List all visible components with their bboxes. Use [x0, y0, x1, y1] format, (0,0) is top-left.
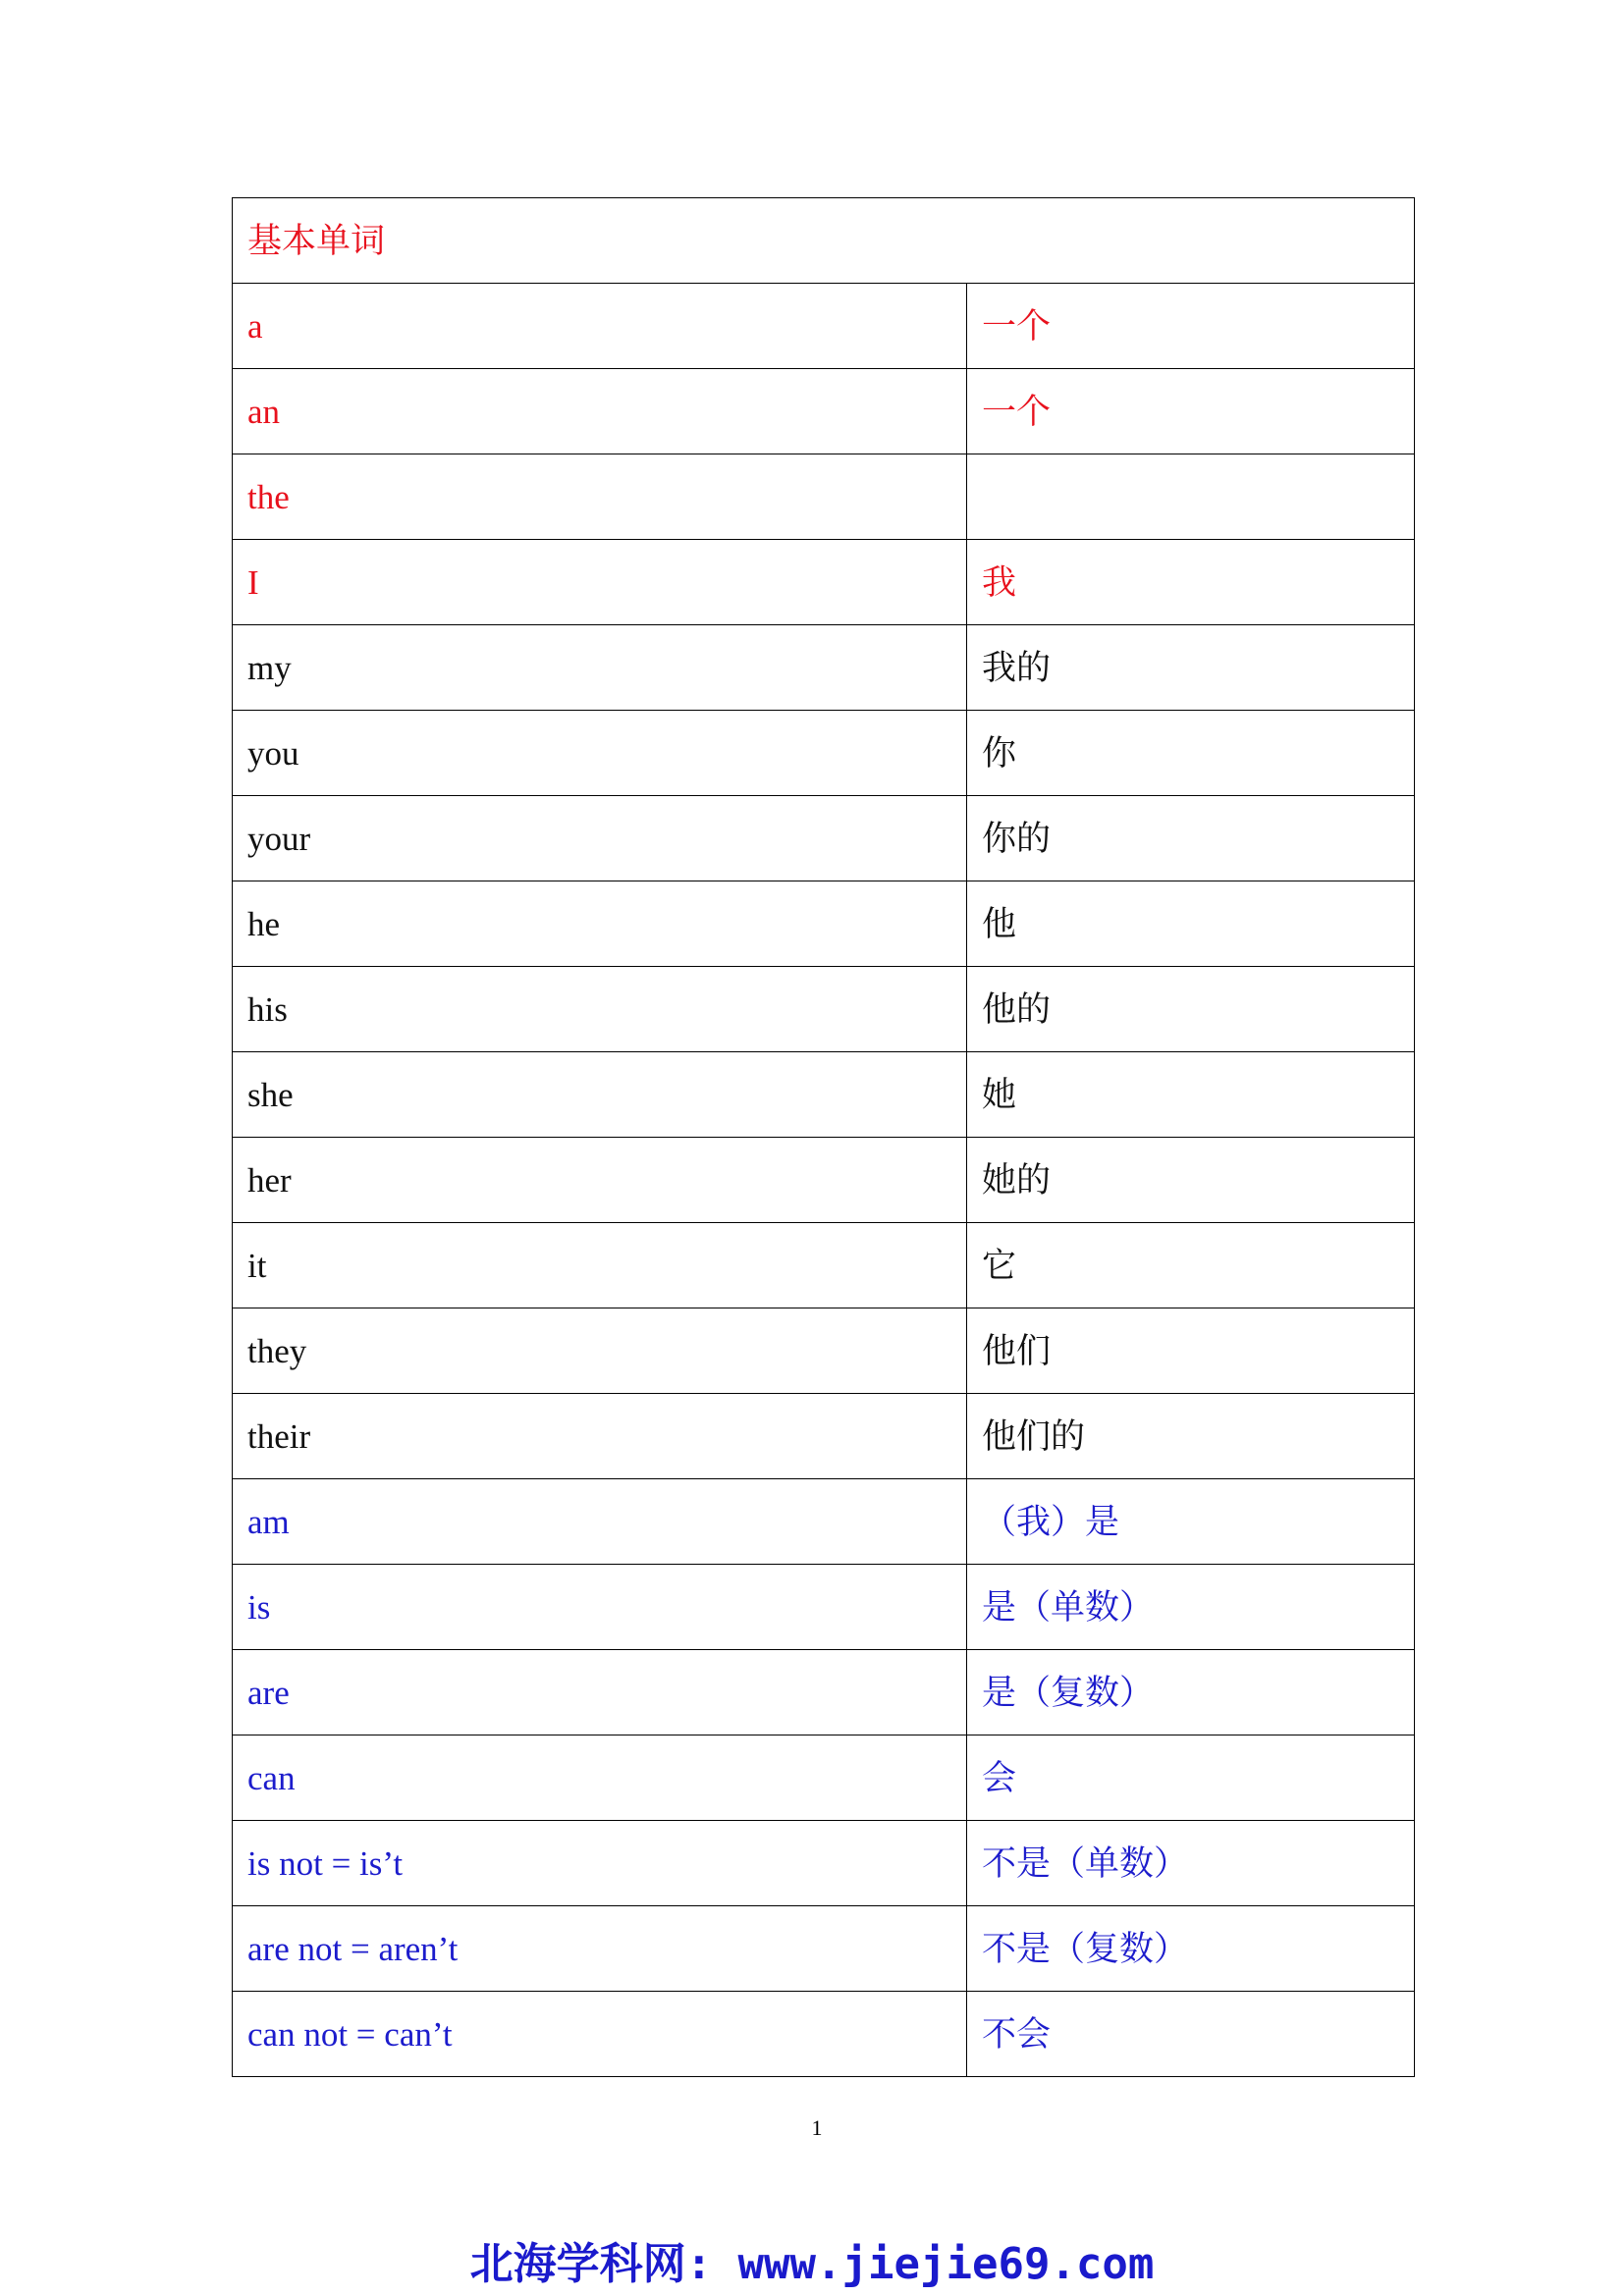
chinese-meaning: 她	[967, 1052, 1415, 1138]
english-word: is	[233, 1565, 967, 1650]
english-word: is not = is’t	[233, 1821, 967, 1906]
english-word: he	[233, 881, 967, 967]
chinese-meaning: 你的	[967, 796, 1415, 881]
table-row	[233, 1479, 1415, 1565]
english-word: their	[233, 1394, 967, 1479]
page-number: 1	[811, 2115, 823, 2140]
table-header-row	[233, 198, 1415, 284]
table-row	[233, 284, 1415, 369]
table-row	[233, 1223, 1415, 1308]
chinese-meaning: 它	[967, 1223, 1415, 1308]
english-word: you	[233, 711, 967, 796]
english-word: are	[233, 1650, 967, 1735]
english-word: it	[233, 1223, 967, 1308]
table-row	[233, 881, 1415, 967]
english-word: can not = can’t	[233, 1992, 967, 2077]
chinese-meaning: 他	[967, 881, 1415, 967]
chinese-meaning: 会	[967, 1735, 1415, 1821]
table-row	[233, 1394, 1415, 1479]
table-row	[233, 796, 1415, 881]
english-word: a	[233, 284, 967, 369]
chinese-meaning: 不会	[967, 1992, 1415, 2077]
english-word: she	[233, 1052, 967, 1138]
table-row	[233, 540, 1415, 625]
table-row	[233, 1906, 1415, 1992]
chinese-meaning	[967, 454, 1415, 540]
chinese-meaning: 一个	[967, 369, 1415, 454]
english-word: my	[233, 625, 967, 711]
english-word: his	[233, 967, 967, 1052]
footer-watermark: 北海学科网: www.jiejie69.com	[469, 2239, 1155, 2289]
table-row	[233, 1052, 1415, 1138]
table-row	[233, 454, 1415, 540]
table-row	[233, 1565, 1415, 1650]
table-row	[233, 1992, 1415, 2077]
chinese-meaning: 你	[967, 711, 1415, 796]
chinese-meaning: 是（复数）	[967, 1650, 1415, 1735]
english-word: I	[233, 540, 967, 625]
english-word: an	[233, 369, 967, 454]
english-word: they	[233, 1308, 967, 1394]
chinese-meaning: 不是（单数）	[967, 1821, 1415, 1906]
chinese-meaning: 我	[967, 540, 1415, 625]
table-row	[233, 1138, 1415, 1223]
english-word: can	[233, 1735, 967, 1821]
table-row	[233, 1308, 1415, 1394]
english-word: her	[233, 1138, 967, 1223]
chinese-meaning: 他们	[967, 1308, 1415, 1394]
chinese-meaning: 不是（复数）	[967, 1906, 1415, 1992]
table-row	[233, 1821, 1415, 1906]
table-row	[233, 1650, 1415, 1735]
table-row	[233, 369, 1415, 454]
table-row	[233, 967, 1415, 1052]
table-row	[233, 711, 1415, 796]
table-header: 基本单词	[233, 198, 1415, 284]
chinese-meaning: （我）是	[967, 1479, 1415, 1565]
table-row	[233, 1735, 1415, 1821]
english-word: the	[233, 454, 967, 540]
chinese-meaning: 我的	[967, 625, 1415, 711]
table-row	[233, 625, 1415, 711]
chinese-meaning: 他们的	[967, 1394, 1415, 1479]
english-word: am	[233, 1479, 967, 1565]
chinese-meaning: 她的	[967, 1138, 1415, 1223]
vocabulary-table	[232, 197, 1415, 2077]
chinese-meaning: 一个	[967, 284, 1415, 369]
chinese-meaning: 他的	[967, 967, 1415, 1052]
english-word: your	[233, 796, 967, 881]
english-word: are not = aren’t	[233, 1906, 967, 1992]
chinese-meaning: 是（单数）	[967, 1565, 1415, 1650]
